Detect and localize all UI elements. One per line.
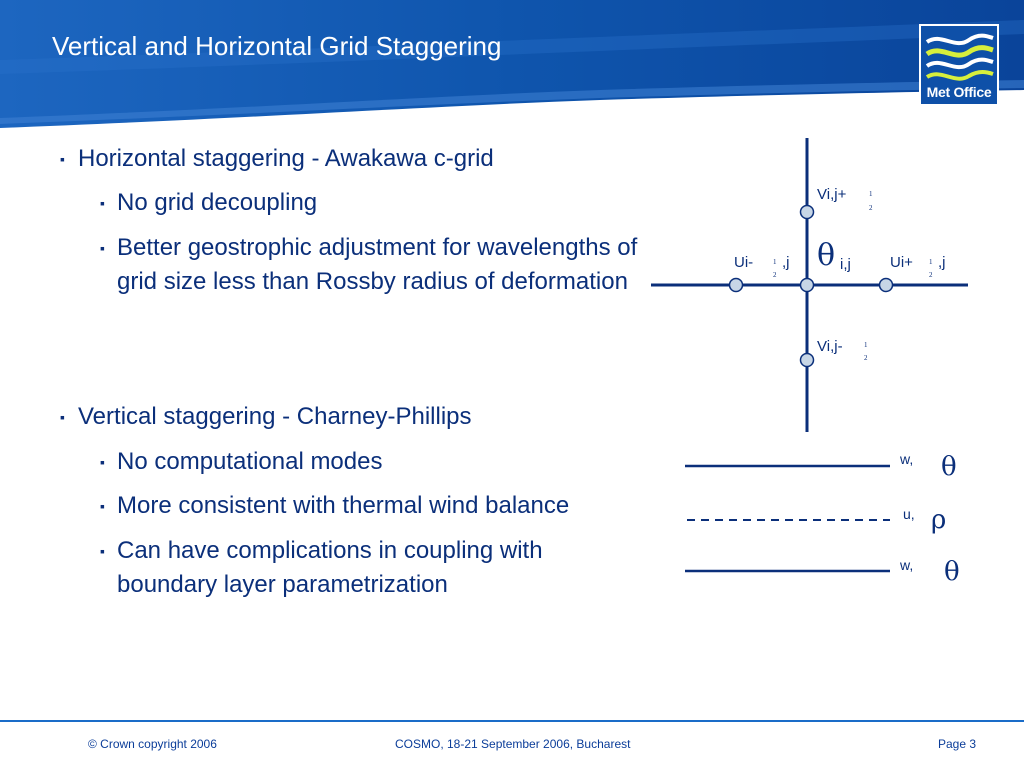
bullet-text: Horizontal staggering - Awakawa c-grid [78,145,494,172]
v-bottom-node [801,354,814,367]
u-left-j-label: ,j [782,254,790,271]
bullet-marker: ▪ [100,240,105,256]
bullet-text: More consistent with thermal wind balance [117,492,570,519]
level-symbol-theta: θ [944,557,960,587]
half-fraction-num: 1 [864,341,868,349]
v-top-label: Vi,j+ [817,186,847,203]
half-fraction-den: 2 [773,271,777,279]
u-right-j-label: ,j [938,254,946,271]
bullet-marker: ▪ [60,409,65,425]
theta-symbol: θ [817,238,836,273]
bullet-text: No grid decoupling [117,189,318,216]
level-symbol-theta: θ [941,452,957,482]
half-fraction-den: 2 [929,271,933,279]
half-fraction-num: 1 [929,258,933,266]
bullet-marker: ▪ [100,195,105,211]
half-fraction-num: 1 [869,190,873,198]
bullet-marker: ▪ [100,543,105,559]
bullet-text: No computational modes [117,448,383,475]
level-var-label: w, [900,557,914,573]
footer-copyright: © Crown copyright 2006 [88,737,217,751]
u-left-node [730,279,743,292]
half-fraction-den: 2 [869,204,873,212]
bullet-marker: ▪ [100,454,105,470]
u-left-label: Ui- [734,254,754,271]
bullet-text: Vertical staggering - Charney-Phillips [78,403,472,430]
v-bottom-label: Vi,j- [817,338,843,355]
bullet-marker: ▪ [60,151,65,167]
footer-divider [0,720,1024,722]
logo-text: Met Office [926,84,992,100]
u-right-label: Ui+ [890,254,913,271]
level-var-label: u, [903,506,915,522]
half-fraction-den: 2 [864,354,868,362]
theta-subscript: i,j [840,256,851,273]
level-var-label: w, [900,451,914,467]
bullet-text: Can have complications in coupling with boundary layer parametrization [117,537,543,598]
half-fraction-num: 1 [773,258,777,266]
theta-center-node [801,279,814,292]
footer-page-number: Page 3 [938,737,977,751]
v-top-node [801,206,814,219]
bullet-marker: ▪ [100,498,105,514]
bullet-text: Better geostrophic adjustment for wavelengths of grid size less than Rossby radius of deformation [117,234,638,295]
u-right-node [880,279,893,292]
level-symbol-rho: ρ [931,505,947,535]
footer-event: COSMO, 18-21 September 2006, Bucharest [395,737,631,751]
slide-title: Vertical and Horizontal Grid Staggering [52,31,502,61]
